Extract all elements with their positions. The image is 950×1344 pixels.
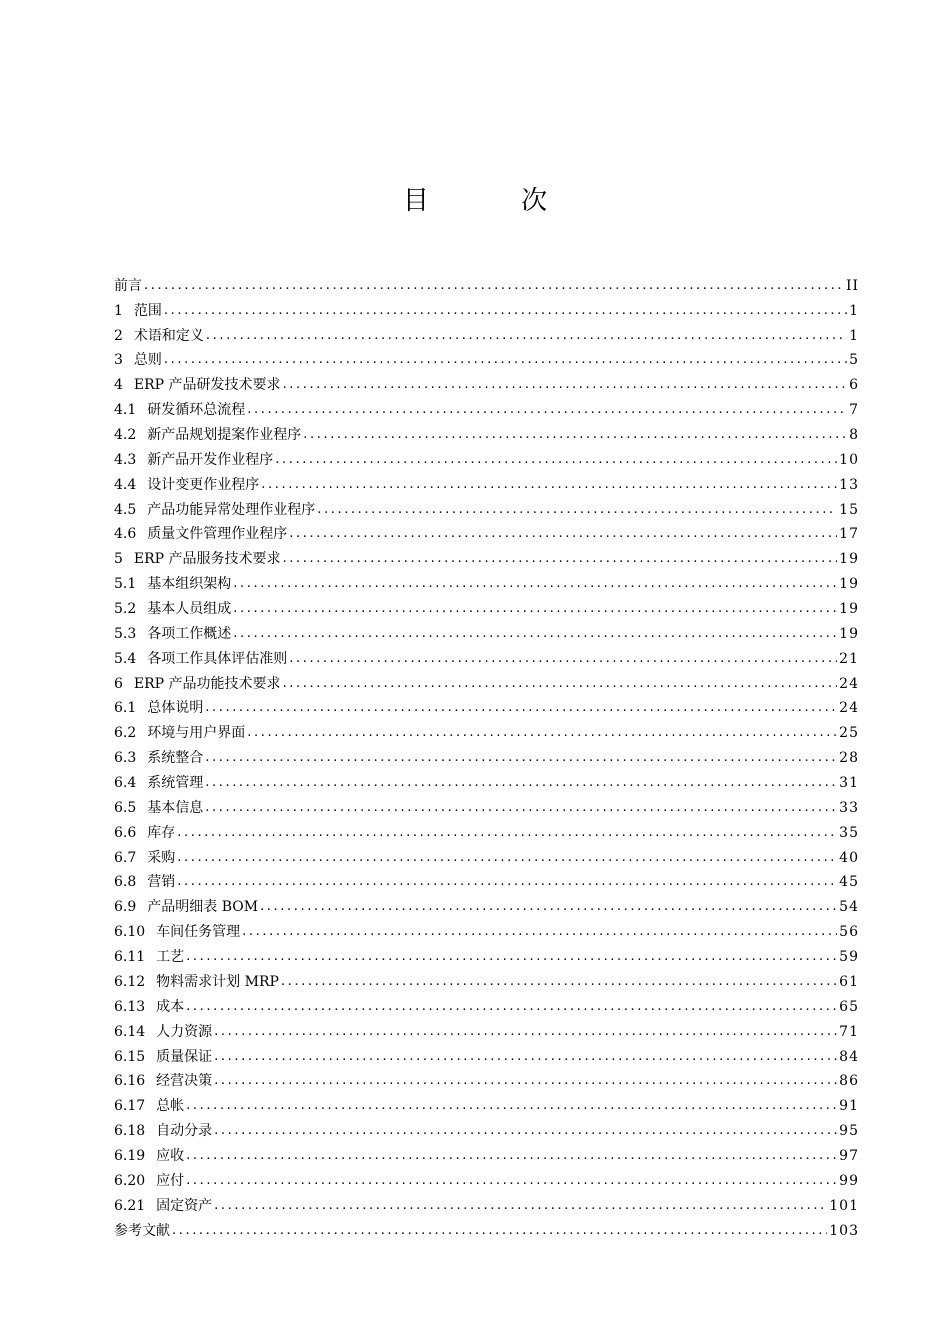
toc-entry-label: 应付 bbox=[156, 1172, 185, 1189]
toc-dot-leader bbox=[317, 501, 837, 519]
toc-entry-page: 71 bbox=[839, 1023, 859, 1040]
toc-entry-page: 95 bbox=[839, 1123, 859, 1140]
toc-entry-label: ERP 产品服务技术要求 bbox=[133, 551, 281, 568]
toc-entry[interactable] bbox=[114, 369, 859, 394]
toc-entry-page: 19 bbox=[839, 551, 859, 568]
toc-dot-leader bbox=[177, 824, 837, 842]
page-title: 目 次 bbox=[402, 186, 590, 216]
toc-dot-leader bbox=[205, 774, 837, 792]
toc-dot-leader bbox=[233, 625, 837, 643]
toc-entry-page: 19 bbox=[839, 601, 859, 618]
toc-dot-leader bbox=[247, 401, 847, 419]
toc-entry[interactable] bbox=[114, 643, 859, 668]
toc-entry[interactable] bbox=[114, 618, 859, 643]
toc-entry-number: 6.21 bbox=[114, 1197, 146, 1214]
toc-entry[interactable] bbox=[114, 444, 859, 469]
toc-entry[interactable] bbox=[114, 543, 859, 568]
toc-entry[interactable] bbox=[114, 966, 859, 991]
toc-entry-number: 5.4 bbox=[114, 650, 137, 667]
toc-entry-label: 产品明细表 BOM bbox=[147, 899, 259, 916]
toc-entry-label: 各项工作具体评估准则 bbox=[147, 650, 288, 667]
toc-entry-label: 前言 bbox=[114, 277, 142, 294]
toc-entry-label: 参考文献 bbox=[114, 1222, 170, 1239]
toc-dot-leader bbox=[242, 923, 837, 941]
toc-entry-label: ERP 产品功能技术要求 bbox=[133, 675, 281, 692]
toc-dot-leader bbox=[247, 724, 837, 742]
toc-entry[interactable] bbox=[114, 916, 859, 941]
toc-entry-number: 4 bbox=[114, 377, 123, 394]
toc-entry-number: 6.6 bbox=[114, 824, 137, 841]
toc-entry-page: 65 bbox=[839, 998, 859, 1015]
toc-entry-page: 61 bbox=[839, 973, 859, 990]
toc-entry[interactable] bbox=[114, 394, 859, 419]
toc-entry-number: 4.5 bbox=[114, 501, 137, 518]
toc-entry-page: 6 bbox=[849, 377, 859, 394]
toc-entry[interactable] bbox=[114, 1115, 859, 1140]
toc-entry-page: 24 bbox=[839, 700, 859, 717]
toc-entry-page: 101 bbox=[829, 1197, 859, 1214]
toc-entry-label: 经营决策 bbox=[156, 1073, 213, 1090]
toc-entry-page: 103 bbox=[829, 1222, 859, 1239]
toc-entry[interactable] bbox=[114, 568, 859, 593]
toc-entry[interactable] bbox=[114, 693, 859, 718]
toc-entry-page: 24 bbox=[839, 675, 859, 692]
toc-dot-leader bbox=[281, 973, 837, 991]
toc-entry[interactable] bbox=[114, 419, 859, 444]
toc-entry-page: 1 bbox=[849, 327, 859, 344]
toc-entry-label: 营销 bbox=[147, 874, 176, 891]
toc-entry-label: 采购 bbox=[147, 849, 176, 866]
toc-dot-leader bbox=[205, 699, 837, 717]
toc-entry-number: 6.5 bbox=[114, 799, 137, 816]
toc-entry[interactable] bbox=[114, 1090, 859, 1115]
toc-entry-page: 17 bbox=[839, 526, 859, 543]
toc-entry-number: 6.3 bbox=[114, 750, 137, 767]
toc-entry-label: 自动分录 bbox=[156, 1123, 213, 1140]
toc-entry-page: 40 bbox=[839, 849, 859, 866]
toc-entry-page: 59 bbox=[839, 949, 859, 966]
toc-entry-page: 19 bbox=[839, 576, 859, 593]
toc-entry-page: 91 bbox=[839, 1098, 859, 1115]
toc-entry-number: 6.16 bbox=[114, 1073, 146, 1090]
toc-entry-number: 6.12 bbox=[114, 973, 146, 990]
toc-entry[interactable] bbox=[114, 668, 859, 693]
toc-entry-page: 25 bbox=[839, 725, 859, 742]
toc-entry-number: 6.10 bbox=[114, 924, 146, 941]
toc-dot-leader bbox=[205, 749, 837, 767]
toc-entry-label: 总则 bbox=[133, 352, 162, 369]
toc-entry-label: ERP 产品研发技术要求 bbox=[133, 377, 281, 394]
toc-entry-number: 5.3 bbox=[114, 625, 137, 642]
toc-entry-number: 6.2 bbox=[114, 725, 137, 742]
toc-entry[interactable] bbox=[114, 1190, 859, 1215]
toc-entry-label: 工艺 bbox=[156, 949, 185, 966]
toc-entry-label: 固定资产 bbox=[156, 1197, 213, 1214]
toc-entry[interactable] bbox=[114, 1066, 859, 1091]
toc-entry-page: 7 bbox=[849, 402, 859, 419]
toc-entry-number: 4.6 bbox=[114, 526, 137, 543]
toc-dot-leader bbox=[283, 376, 848, 394]
toc-dot-leader bbox=[144, 277, 844, 295]
toc-dot-leader bbox=[303, 426, 847, 444]
toc-entry-number: 5 bbox=[114, 551, 123, 568]
toc-entry-number: 1 bbox=[114, 302, 123, 319]
toc-dot-leader bbox=[186, 948, 837, 966]
toc-dot-leader bbox=[206, 327, 847, 345]
toc-entry-number: 6.8 bbox=[114, 874, 137, 891]
toc-entry[interactable] bbox=[114, 1041, 859, 1066]
toc-entry-page: 1 bbox=[849, 302, 859, 319]
toc-entry-page: 86 bbox=[839, 1073, 859, 1090]
toc-entry-number: 3 bbox=[114, 352, 123, 369]
toc-entry[interactable] bbox=[114, 295, 859, 320]
toc-entry-page: 35 bbox=[839, 824, 859, 841]
toc-entry-page: 84 bbox=[839, 1048, 859, 1065]
toc-dot-leader bbox=[289, 650, 837, 668]
toc-dot-leader bbox=[214, 1197, 827, 1215]
toc-entry-label: 新产品开发作业程序 bbox=[147, 451, 274, 468]
toc-entry-page: 8 bbox=[849, 427, 859, 444]
toc-entry[interactable] bbox=[114, 742, 859, 767]
toc-entry[interactable] bbox=[114, 941, 859, 966]
toc-entry-label: 基本人员组成 bbox=[147, 601, 232, 618]
toc-entry-number: 6.13 bbox=[114, 998, 146, 1015]
toc-entry-number: 4.1 bbox=[114, 402, 137, 419]
toc-entry-page: 31 bbox=[839, 775, 859, 792]
toc-dot-leader bbox=[186, 1147, 837, 1165]
toc-entry-number: 2 bbox=[114, 327, 123, 344]
toc-entry[interactable] bbox=[114, 320, 859, 345]
toc-entry[interactable] bbox=[114, 991, 859, 1016]
toc-entry-label: 设计变更作业程序 bbox=[147, 476, 260, 493]
toc-entry[interactable] bbox=[114, 494, 859, 519]
toc-entry[interactable] bbox=[114, 717, 859, 742]
toc-dot-leader bbox=[260, 898, 837, 916]
toc-entry-number: 6.1 bbox=[114, 700, 137, 717]
toc-entry-label: 系统管理 bbox=[147, 775, 204, 792]
toc-dot-leader bbox=[233, 575, 837, 593]
toc-dot-leader bbox=[172, 1222, 827, 1240]
toc-entry-number: 5.2 bbox=[114, 601, 137, 618]
toc-entry-number: 6.11 bbox=[114, 949, 146, 966]
toc-entry-label: 基本组织架构 bbox=[147, 576, 232, 593]
toc-entry-number: 4.4 bbox=[114, 476, 137, 493]
toc-entry-number: 5.1 bbox=[114, 576, 137, 593]
toc-entry-page: 45 bbox=[839, 874, 859, 891]
toc-entry[interactable] bbox=[114, 519, 859, 544]
toc-entry-label: 研发循环总流程 bbox=[147, 402, 246, 419]
toc-dot-leader bbox=[214, 1122, 837, 1140]
toc-entry[interactable] bbox=[114, 842, 859, 867]
toc-entry-label: 环境与用户界面 bbox=[147, 725, 246, 742]
table-of-contents bbox=[114, 270, 859, 1240]
toc-dot-leader bbox=[164, 302, 847, 320]
toc-dot-leader bbox=[289, 525, 837, 543]
toc-entry-label: 范围 bbox=[133, 302, 162, 319]
toc-entry-page: II bbox=[845, 277, 859, 294]
toc-entry-page: 15 bbox=[839, 501, 859, 518]
toc-dot-leader bbox=[283, 550, 838, 568]
toc-entry-label: 质量文件管理作业程序 bbox=[147, 526, 288, 543]
toc-dot-leader bbox=[283, 675, 838, 693]
toc-entry-page: 33 bbox=[839, 799, 859, 816]
toc-entry[interactable] bbox=[114, 767, 859, 792]
toc-entry-label: 基本信息 bbox=[147, 799, 204, 816]
toc-dot-leader bbox=[214, 1048, 837, 1066]
toc-dot-leader bbox=[186, 1172, 837, 1190]
toc-entry-number: 6.20 bbox=[114, 1172, 146, 1189]
toc-entry-number: 6.19 bbox=[114, 1147, 146, 1164]
toc-entry-label: 术语和定义 bbox=[133, 327, 204, 344]
toc-entry[interactable] bbox=[114, 593, 859, 618]
toc-entry-label: 总体说明 bbox=[147, 700, 204, 717]
toc-entry-label: 总帐 bbox=[156, 1098, 185, 1115]
toc-entry[interactable] bbox=[114, 1016, 859, 1041]
toc-entry-number: 4.2 bbox=[114, 427, 137, 444]
toc-entry-label: 质量保证 bbox=[156, 1048, 213, 1065]
toc-entry-label: 系统整合 bbox=[147, 750, 204, 767]
toc-entry[interactable] bbox=[114, 270, 859, 295]
toc-entry-label: 新产品规划提案作业程序 bbox=[147, 427, 302, 444]
toc-entry[interactable] bbox=[114, 469, 859, 494]
toc-entry-number: 6.15 bbox=[114, 1048, 146, 1065]
toc-entry-page: 5 bbox=[849, 352, 859, 369]
toc-entry-number: 6.4 bbox=[114, 775, 137, 792]
toc-entry-number: 6.9 bbox=[114, 899, 137, 916]
toc-entry-page: 21 bbox=[839, 650, 859, 667]
toc-entry-page: 13 bbox=[839, 476, 859, 493]
toc-dot-leader bbox=[214, 1023, 837, 1041]
toc-entry[interactable] bbox=[114, 792, 859, 817]
toc-entry-page: 28 bbox=[839, 750, 859, 767]
toc-entry-label: 各项工作概述 bbox=[147, 625, 232, 642]
toc-entry-label: 应收 bbox=[156, 1147, 185, 1164]
toc-entry[interactable] bbox=[114, 345, 859, 370]
toc-entry-page: 56 bbox=[839, 924, 859, 941]
toc-entry-number: 6.14 bbox=[114, 1023, 146, 1040]
toc-entry-label: 产品功能异常处理作业程序 bbox=[147, 501, 316, 518]
toc-entry-label: 车间任务管理 bbox=[156, 924, 241, 941]
toc-dot-leader bbox=[261, 476, 837, 494]
toc-dot-leader bbox=[233, 600, 837, 618]
toc-entry-label: 人力资源 bbox=[156, 1023, 213, 1040]
toc-entry-label: 库存 bbox=[147, 824, 176, 841]
toc-entry[interactable] bbox=[114, 1140, 859, 1165]
toc-dot-leader bbox=[275, 451, 837, 469]
toc-entry-page: 99 bbox=[839, 1172, 859, 1189]
toc-entry[interactable] bbox=[114, 867, 859, 892]
toc-dot-leader bbox=[186, 1097, 837, 1115]
toc-dot-leader bbox=[186, 998, 837, 1016]
toc-entry-page: 19 bbox=[839, 625, 859, 642]
toc-dot-leader bbox=[164, 351, 847, 369]
toc-entry-number: 6.18 bbox=[114, 1123, 146, 1140]
toc-entry[interactable] bbox=[114, 891, 859, 916]
toc-entry-page: 54 bbox=[839, 899, 859, 916]
toc-entry-page: 97 bbox=[839, 1147, 859, 1164]
toc-entry-page: 10 bbox=[839, 451, 859, 468]
toc-dot-leader bbox=[214, 1072, 837, 1090]
toc-entry-label: 成本 bbox=[156, 998, 185, 1015]
toc-entry-number: 6 bbox=[114, 675, 123, 692]
toc-dot-leader bbox=[177, 849, 837, 867]
toc-dot-leader bbox=[177, 873, 837, 891]
toc-entry[interactable] bbox=[114, 1215, 859, 1240]
toc-entry-number: 6.17 bbox=[114, 1098, 146, 1115]
toc-dot-leader bbox=[205, 799, 837, 817]
toc-entry[interactable] bbox=[114, 817, 859, 842]
toc-entry-number: 4.3 bbox=[114, 451, 137, 468]
toc-entry-label: 物料需求计划 MRP bbox=[156, 973, 279, 990]
toc-entry-number: 6.7 bbox=[114, 849, 137, 866]
toc-entry[interactable] bbox=[114, 1165, 859, 1190]
